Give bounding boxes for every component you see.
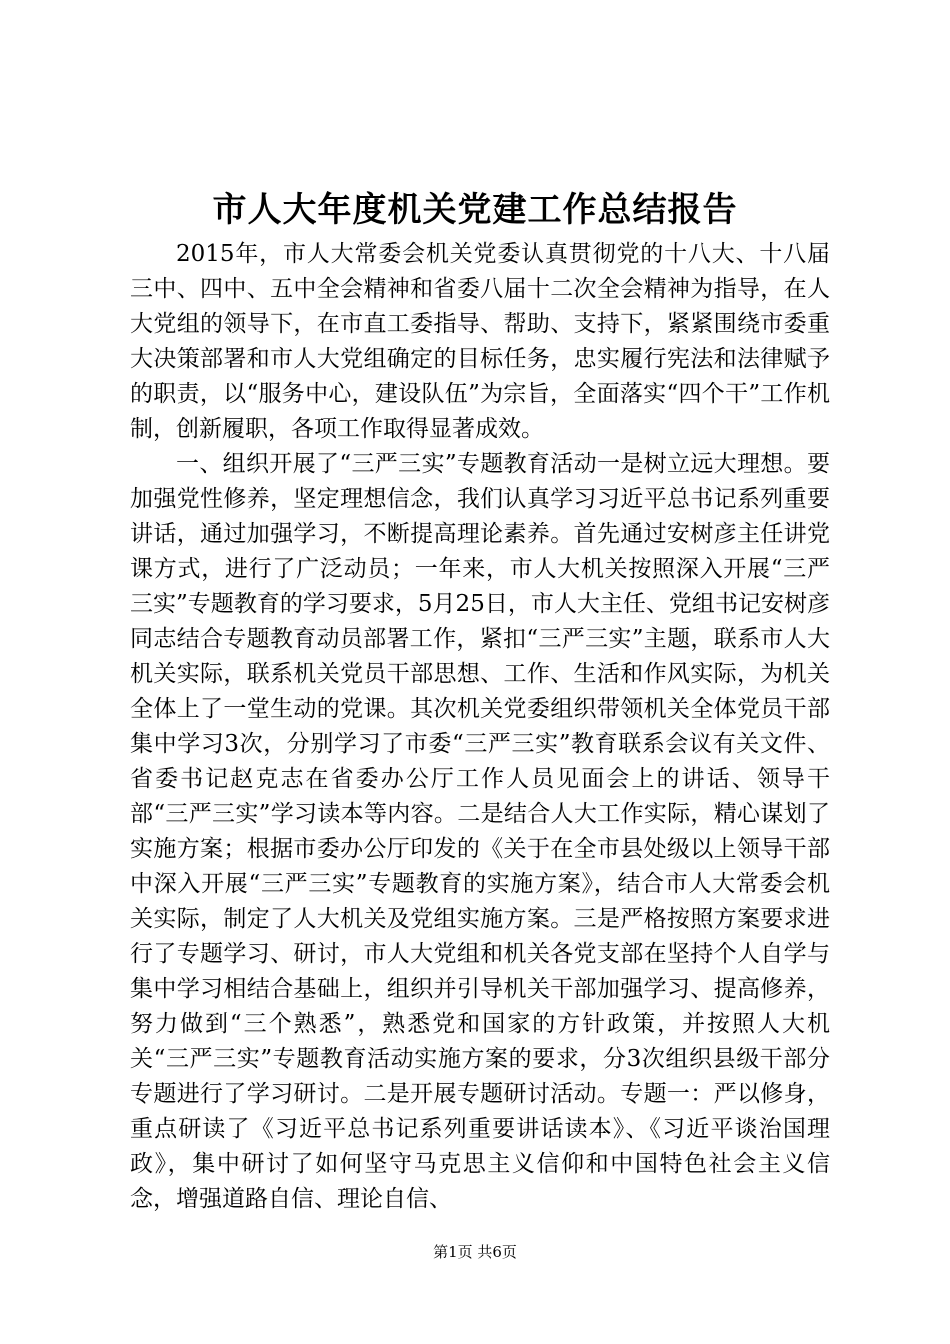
paragraph-intro: 2015年，市人大常委会机关党委认真贯彻党的十八大、十八届三中、四中、五中全会精神和省委八届十二次全会精神为指导，在人大党组的领导下，在市直工委指导、帮助、支持下，紧紧围绕市委重大决策部署和市人大党组确定的目标任务，忠实履行宪法和法律赋予的职责，以“服务中心，建设队伍”为宗旨，全面落实“四个干”工作机制，创新履职，各项工作取得显著成效。 [130,241,830,442]
document-title: 市人大年度机关党建工作总结报告 [212,190,738,230]
paragraph-section-one: 一、组织开展了“三严三实”专题教育活动一是树立远大理想。要加强党性修养，坚定理想信念，我们认真学习习近平总书记系列重要讲话，通过加强学习，不断提高理论素养。首先通过安树彦主任讲党课方式，进行了广泛动员；一年来，市人大机关按照深入开展“三严三实”专题教育的学习要求，5月25日，市人大主任、党组书记安树彦同志结合专题教育动员部署工作，紧扣“三严三实”主题，联系市人大机关实际，联系机关党员干部思想、工作、生活和作风实际，为机关全体上了一堂生动的党课。其次机关党委组织带领机关全体党员干部集中学习3次，分别学习了市委“三严三实”教育联系会议有关文件、省委书记赵克志在省委办公厅工作人员见面会上的讲话、领导干部“三严三实”学习读本等内容。二是结合人大工作实际，精心谋划了实施方案；根据市委办公厅印发的《关于在全市县处级以上领导干部中深入开展“三严三实”专题教育的实施方案》，结合市人大常委会机关实际，制定了人大机关及党组实施方案。三是严格按照方案要求进行了专题学习、研讨，市人大党组和机关各党支部在坚持个人自学与集中学习相结合基础上，组织并引导机关干部加强学习、提高修养，努力做到“三个熟悉”，熟悉党和国家的方针政策，并按照人大机关“三严三实”专题教育活动实施方案的要求，分3次组织县级干部分专题进行了学习研讨。二是开展专题研讨活动。专题一：严以修身，重点研读了《习近平总书记系列重要讲话读本》、《习近平谈治国理政》，集中研讨了如何坚守马克思主义信仰和中国特色社会主义信念，增强道路自信、理论自信、 [130,451,830,1212]
page-number-footer: 第1页 共6页 [433,1243,517,1261]
document-body [130,237,830,1217]
